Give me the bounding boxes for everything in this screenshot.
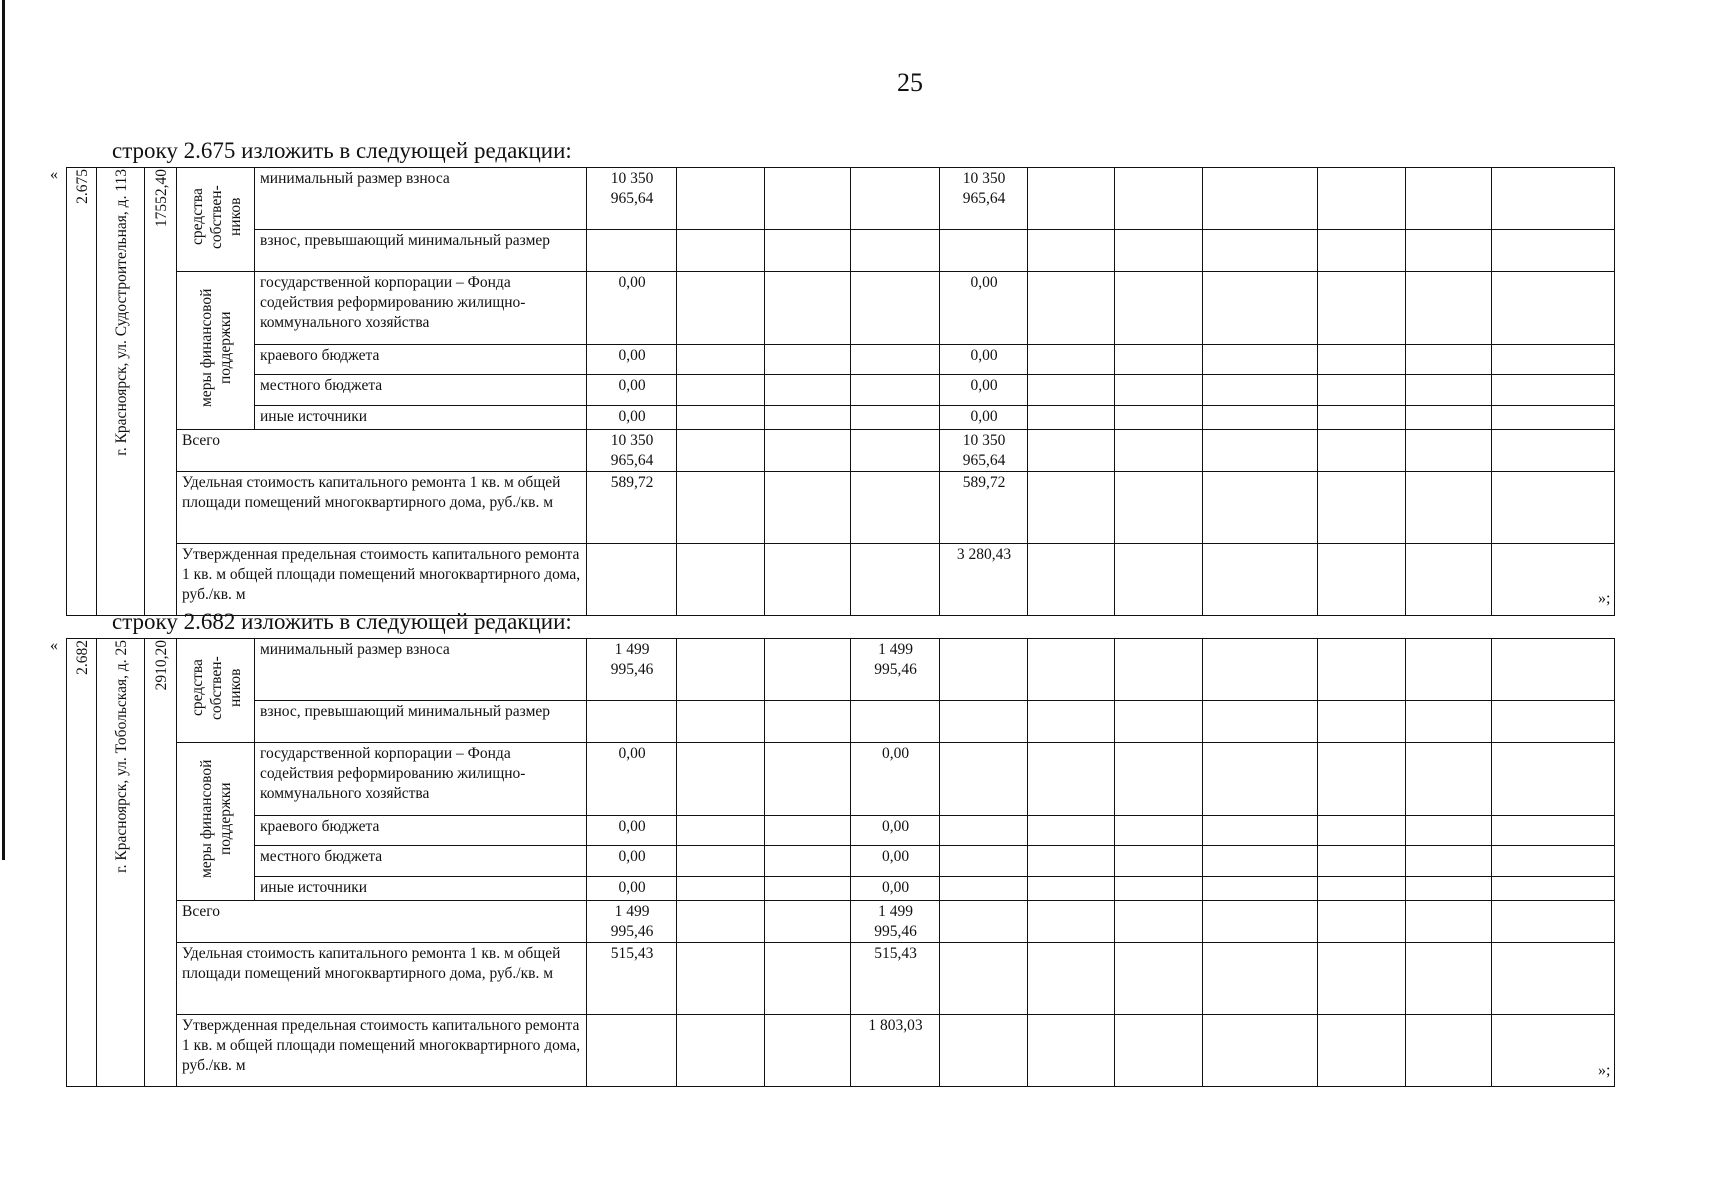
value-cell: 589,72 (587, 472, 677, 544)
address: г. Красноярск, ул. Судостроительная, д. 113 (112, 169, 130, 456)
area-cell (145, 639, 177, 1087)
label-local-budget: местного бюджета (255, 846, 587, 877)
value-cell: 0,00 (940, 272, 1028, 345)
opening-quote: « (50, 166, 58, 183)
support-measures-label: меры финансовой поддержки (198, 759, 234, 879)
closing-quote: »; (1598, 1062, 1611, 1079)
area-cell (145, 168, 177, 616)
value-cell: 0,00 (587, 345, 677, 375)
value-cell: 0,00 (851, 743, 940, 816)
page-number: 25 (897, 68, 923, 97)
label-regional-budget: краевого бюджета (255, 345, 587, 375)
label-local-budget: местного бюджета (255, 375, 587, 406)
owners-funds-cell (177, 639, 255, 743)
value-cell: 10 350 965,64 (940, 430, 1028, 472)
value-cell: 0,00 (587, 375, 677, 406)
label-total: Всего (177, 430, 587, 472)
area: 17552,40 (152, 169, 170, 228)
value-cell: 1 499 995,46 (851, 901, 940, 943)
address: г. Красноярск, ул. Тобольская, д. 25 (112, 640, 130, 873)
value-cell: 0,00 (851, 846, 940, 877)
area: 2910,20 (152, 640, 170, 691)
value-cell: 10 350 965,64 (587, 430, 677, 472)
row-number: 2.675 (73, 169, 91, 204)
opening-quote: « (50, 637, 58, 654)
support-measures-label: меры финансовой поддержки (198, 288, 234, 408)
value-cell: 0,00 (587, 272, 677, 345)
value-cell: 515,43 (587, 943, 677, 1015)
row-number: 2.682 (73, 640, 91, 675)
value-cell: 0,00 (940, 345, 1028, 375)
value-cell: 0,00 (587, 406, 677, 430)
value-cell: 0,00 (940, 375, 1028, 406)
closing-quote: »; (1598, 590, 1611, 607)
label-min-contribution: минимальный размер взноса (255, 639, 587, 701)
support-measures-cell (177, 743, 255, 901)
value-cell: 1 499 995,46 (587, 639, 677, 701)
address-cell (97, 639, 145, 1087)
label-max-cost: Утвержденная предельная стоимость капитального ремонта 1 кв. м общей площади помещений многоквартирного дома, руб./кв. м (177, 544, 587, 616)
label-unit-cost: Удельная стоимость капитального ремонта 1 кв. м общей площади помещений многоквартирного дома, руб./кв. м (177, 943, 587, 1015)
value-cell: 1 499 995,46 (851, 639, 940, 701)
value-cell: 0,00 (940, 406, 1028, 430)
value-cell: 0,00 (587, 877, 677, 901)
value-cell: 0,00 (587, 816, 677, 846)
value-cell: 0,00 (587, 743, 677, 816)
label-total: Всего (177, 901, 587, 943)
label-max-cost: Утвержденная предельная стоимость капитального ремонта 1 кв. м общей площади помещений многоквартирного дома, руб./кв. м (177, 1015, 587, 1087)
value-cell: 0,00 (587, 846, 677, 877)
row-number-cell (67, 639, 97, 1087)
label-other-sources: иные источники (255, 877, 587, 901)
value-cell: 3 280,43 (940, 544, 1028, 616)
owners-funds-cell (177, 168, 255, 272)
label-unit-cost: Удельная стоимость капитального ремонта 1 кв. м общей площади помещений многоквартирного дома, руб./кв. м (177, 472, 587, 544)
support-measures-cell (177, 272, 255, 430)
value-cell: 1 499 995,46 (587, 901, 677, 943)
label-state-corp: государственной корпорации – Фонда содействия реформированию жилищно-коммунального хозяйства (255, 272, 587, 345)
label-other-sources: иные источники (255, 406, 587, 430)
section-heading: строку 2.682 изложить в следующей редакции: (112, 609, 572, 634)
label-excess-contribution: взнос, превышающий минимальный размер (255, 700, 587, 742)
section-heading: строку 2.675 изложить в следующей редакции: (112, 138, 572, 163)
value-cell: 515,43 (851, 943, 940, 1015)
label-min-contribution: минимальный размер взноса (255, 168, 587, 230)
owners-funds-label: средства собствен-ников (188, 656, 244, 720)
value-cell: 0,00 (851, 816, 940, 846)
table-2-682 (66, 638, 1594, 1087)
value-cell: 1 803,03 (851, 1015, 940, 1087)
value-cell: 0,00 (851, 877, 940, 901)
table-2-675 (66, 167, 1594, 616)
label-regional-budget: краевого бюджета (255, 816, 587, 846)
value-cell: 589,72 (940, 472, 1028, 544)
label-state-corp: государственной корпорации – Фонда содействия реформированию жилищно-коммунального хозяйства (255, 743, 587, 816)
owners-funds-label: средства собствен-ников (188, 185, 244, 249)
label-excess-contribution: взнос, превышающий минимальный размер (255, 229, 587, 271)
scan-edge-bar (2, 0, 5, 860)
row-number-cell (67, 168, 97, 616)
value-cell: 10 350 965,64 (587, 168, 677, 230)
value-cell: 10 350 965,64 (940, 168, 1028, 230)
address-cell (97, 168, 145, 616)
